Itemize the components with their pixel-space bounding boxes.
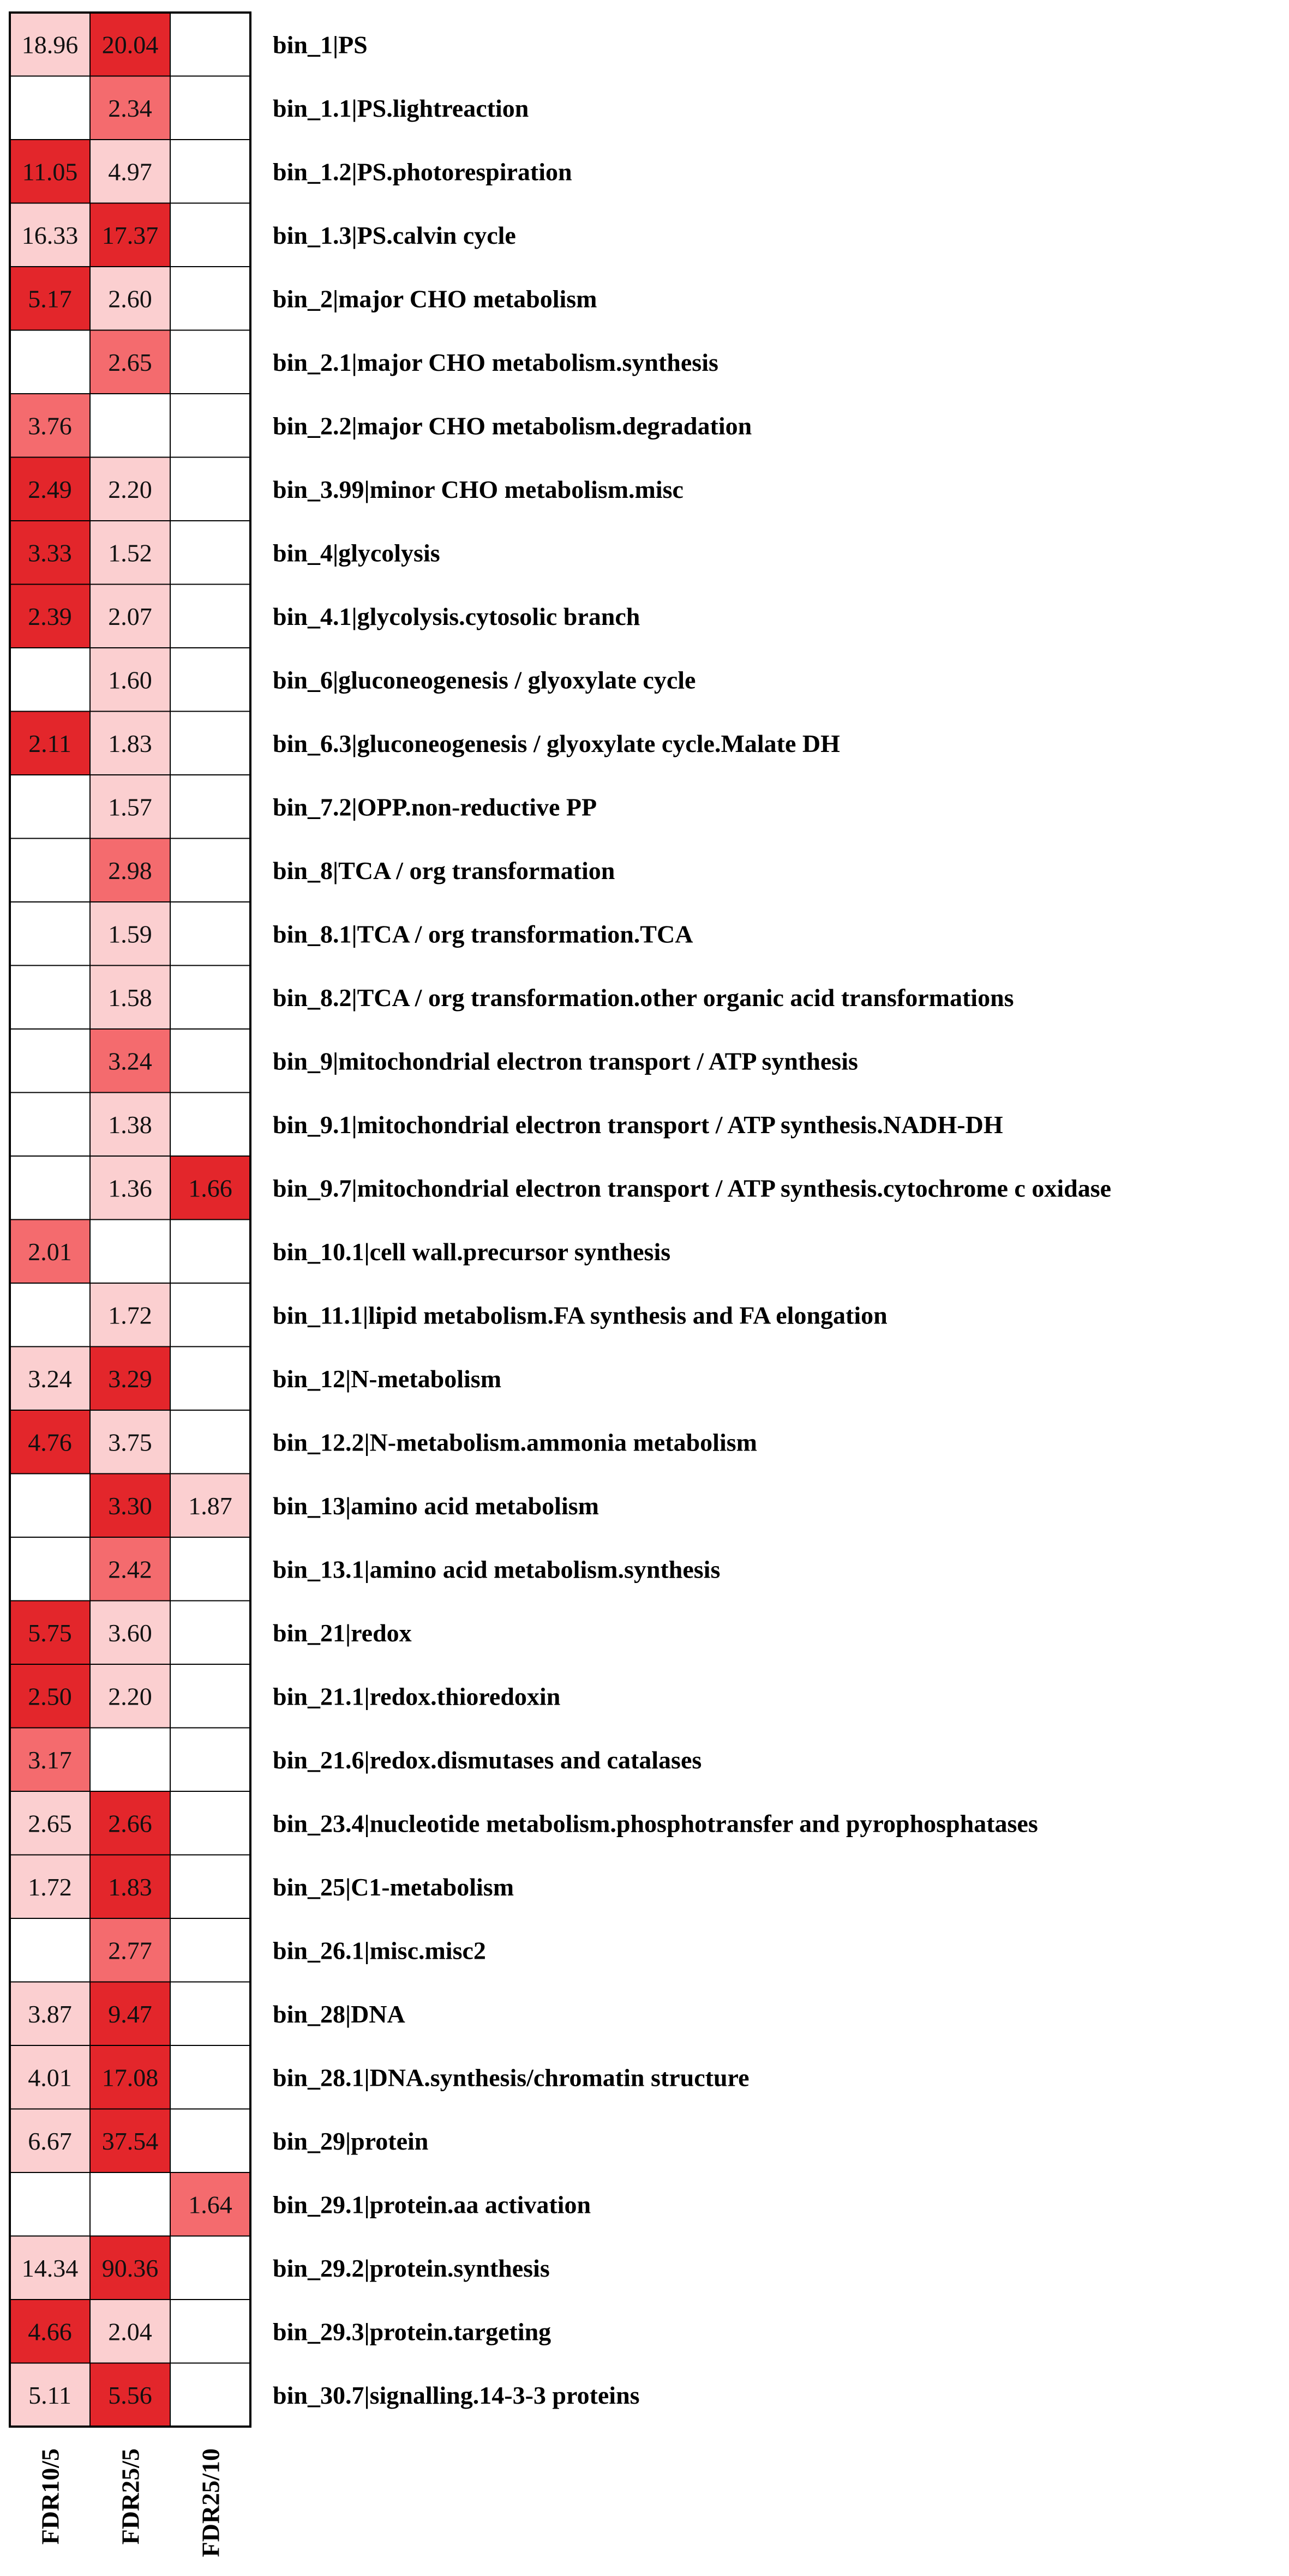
cell-value-label: 1.66 bbox=[188, 1174, 232, 1202]
row-label: bin_2.1|major CHO metabolism.synthesis bbox=[273, 348, 718, 376]
row-label: bin_25|C1-metabolism bbox=[273, 1873, 514, 1901]
heatmap-cell bbox=[170, 966, 250, 1030]
cell-value-label: 2.77 bbox=[108, 1936, 152, 1965]
heatmap-row bbox=[10, 585, 640, 648]
cell-value-label: 2.50 bbox=[28, 1682, 72, 1711]
heatmap-cell bbox=[170, 1220, 250, 1284]
cell-value-label: 17.37 bbox=[101, 221, 159, 249]
row-label: bin_28.1|DNA.synthesis/chromatin structure bbox=[273, 2063, 750, 2092]
cell-value-label: 18.96 bbox=[21, 31, 79, 59]
heatmap-cell bbox=[170, 330, 250, 394]
column-label: FDR25/5 bbox=[116, 2448, 145, 2545]
cell-value-label: 2.20 bbox=[108, 475, 152, 503]
row-label: bin_13.1|amino acid metabolism.synthesis bbox=[273, 1555, 721, 1584]
heatmap-row bbox=[10, 775, 597, 839]
row-label: bin_3.99|minor CHO metabolism.misc bbox=[273, 475, 684, 503]
row-label: bin_2.2|major CHO metabolism.degradation bbox=[273, 412, 752, 440]
row-label: bin_12.2|N-metabolism.ammonia metabolism bbox=[273, 1428, 757, 1456]
cell-value-label: 1.59 bbox=[108, 920, 152, 948]
cell-value-label: 2.49 bbox=[28, 475, 72, 503]
heatmap-cell bbox=[10, 1156, 90, 1220]
heatmap-cell bbox=[10, 1093, 90, 1157]
row-label: bin_6|gluconeogenesis / glyoxylate cycle bbox=[273, 666, 696, 694]
row-label: bin_21.6|redox.dismutases and catalases bbox=[273, 1746, 702, 1774]
cell-value-label: 3.76 bbox=[28, 412, 72, 440]
cell-value-label: 3.24 bbox=[28, 1364, 72, 1393]
row-label: bin_1.1|PS.lightreaction bbox=[273, 94, 529, 122]
heatmap-row bbox=[10, 394, 752, 458]
row-label: bin_8|TCA / org transformation bbox=[273, 856, 615, 884]
heatmap-cell bbox=[170, 1410, 250, 1474]
heatmap-cell bbox=[170, 839, 250, 902]
heatmap-row bbox=[10, 2172, 591, 2236]
heatmap-row bbox=[10, 13, 368, 76]
cell-value-label: 2.60 bbox=[108, 285, 152, 313]
row-label: bin_10.1|cell wall.precursor synthesis bbox=[273, 1237, 671, 1266]
heatmap-row bbox=[10, 1347, 501, 1411]
row-label: bin_1.2|PS.photorespiration bbox=[273, 158, 572, 186]
row-label: bin_11.1|lipid metabolism.FA synthesis and FA elongation bbox=[273, 1301, 888, 1329]
cell-value-label: 1.38 bbox=[108, 1110, 152, 1139]
heatmap-cell bbox=[170, 1855, 250, 1919]
heatmap-row bbox=[10, 203, 516, 267]
row-label: bin_4|glycolysis bbox=[273, 539, 440, 567]
cell-value-label: 5.75 bbox=[28, 1618, 72, 1647]
heatmap-row bbox=[10, 267, 597, 330]
heatmap-cell bbox=[170, 1029, 250, 1093]
cell-value-label: 5.11 bbox=[28, 2381, 71, 2409]
heatmap-row bbox=[10, 330, 718, 394]
heatmap-row bbox=[10, 1855, 514, 1919]
cell-value-label: 2.20 bbox=[108, 1682, 152, 1711]
heatmap-cell bbox=[170, 458, 250, 521]
cell-value-label: 2.98 bbox=[108, 856, 152, 884]
row-label: bin_29|protein bbox=[273, 2127, 429, 2155]
cell-value-label: 3.75 bbox=[108, 1428, 152, 1456]
heatmap-cell bbox=[90, 2172, 170, 2236]
heatmap-row bbox=[10, 76, 529, 140]
heatmap-cell bbox=[170, 1982, 250, 2046]
heatmap-row bbox=[10, 1283, 888, 1347]
cell-value-label: 2.07 bbox=[108, 602, 152, 630]
cell-value-label: 16.33 bbox=[21, 221, 79, 249]
cell-value-label: 4.66 bbox=[28, 2318, 72, 2346]
cell-value-label: 2.65 bbox=[28, 1809, 72, 1838]
heatmap-cell bbox=[10, 2172, 90, 2236]
cell-value-label: 2.01 bbox=[28, 1237, 72, 1266]
heatmap-row bbox=[10, 1728, 702, 1792]
heatmap-row bbox=[10, 1982, 405, 2046]
heatmap-cell bbox=[10, 76, 90, 140]
heatmap-cell bbox=[170, 712, 250, 775]
heatmap-cell bbox=[170, 1664, 250, 1728]
cell-value-label: 6.67 bbox=[28, 2127, 72, 2155]
column-label: FDR10/5 bbox=[36, 2448, 64, 2545]
row-label: bin_2|major CHO metabolism bbox=[273, 285, 597, 313]
heatmap-cell bbox=[170, 140, 250, 203]
heatmap-cell bbox=[10, 1918, 90, 1982]
heatmap-cell bbox=[170, 902, 250, 966]
heatmap-row bbox=[10, 458, 684, 521]
row-label: bin_12|N-metabolism bbox=[273, 1364, 502, 1393]
row-label: bin_29.2|protein.synthesis bbox=[273, 2254, 550, 2282]
cell-value-label: 2.11 bbox=[28, 729, 71, 757]
heatmap-cell bbox=[170, 775, 250, 839]
heatmap-row bbox=[10, 2300, 551, 2363]
row-label: bin_30.7|signalling.14-3-3 proteins bbox=[273, 2381, 640, 2409]
row-label: bin_13|amino acid metabolism bbox=[273, 1491, 599, 1520]
heatmap-cell bbox=[170, 648, 250, 712]
heatmap-row bbox=[10, 966, 1014, 1030]
cell-value-label: 2.66 bbox=[108, 1809, 152, 1838]
heatmap-row bbox=[10, 2363, 640, 2427]
heatmap-cell bbox=[170, 2300, 250, 2363]
cell-value-label: 1.72 bbox=[108, 1301, 152, 1329]
cell-value-label: 11.05 bbox=[22, 158, 78, 186]
heatmap-cell bbox=[10, 1537, 90, 1601]
row-label: bin_4.1|glycolysis.cytosolic branch bbox=[273, 602, 640, 630]
heatmap-row bbox=[10, 1220, 670, 1284]
row-label: bin_8.2|TCA / org transformation.other organic acid transformations bbox=[273, 983, 1014, 1012]
row-label: bin_26.1|misc.misc2 bbox=[273, 1936, 486, 1965]
cell-value-label: 2.42 bbox=[108, 1555, 152, 1584]
heatmap-row bbox=[10, 648, 696, 712]
row-label: bin_7.2|OPP.non-reductive PP bbox=[273, 793, 597, 821]
row-label: bin_21|redox bbox=[273, 1618, 412, 1647]
heatmap-row bbox=[10, 1664, 560, 1728]
column-label: FDR25/10 bbox=[196, 2448, 225, 2557]
heatmap-row bbox=[10, 1093, 1003, 1157]
row-label: bin_29.1|protein.aa activation bbox=[273, 2190, 591, 2219]
cell-value-label: 1.87 bbox=[188, 1491, 232, 1520]
cell-value-label: 1.52 bbox=[108, 539, 152, 567]
heatmap-row bbox=[10, 521, 440, 585]
heatmap-cell bbox=[170, 1283, 250, 1347]
heatmap-row bbox=[10, 1156, 1111, 1220]
heatmap-cell bbox=[10, 902, 90, 966]
cell-value-label: 1.36 bbox=[108, 1174, 152, 1202]
cell-value-label: 1.58 bbox=[108, 983, 152, 1012]
cell-value-label: 5.56 bbox=[108, 2381, 152, 2409]
row-label: bin_1.3|PS.calvin cycle bbox=[273, 221, 516, 249]
cell-value-label: 37.54 bbox=[101, 2127, 159, 2155]
cell-value-label: 3.29 bbox=[108, 1364, 152, 1393]
heatmap-row bbox=[10, 2109, 428, 2173]
heatmap-cell bbox=[170, 13, 250, 76]
cell-value-label: 1.83 bbox=[108, 729, 152, 757]
heatmap-cell bbox=[170, 1601, 250, 1665]
cell-value-label: 3.60 bbox=[108, 1618, 152, 1647]
heatmap-cell bbox=[10, 1474, 90, 1538]
cell-value-label: 3.87 bbox=[28, 2000, 72, 2028]
heatmap-cell bbox=[170, 2363, 250, 2427]
heatmap-row bbox=[10, 1410, 757, 1474]
cell-value-label: 1.60 bbox=[108, 666, 152, 694]
cell-value-label: 1.64 bbox=[188, 2190, 232, 2219]
cell-value-label: 14.34 bbox=[21, 2254, 79, 2282]
heatmap-row bbox=[10, 2045, 750, 2109]
cell-value-label: 17.08 bbox=[101, 2063, 159, 2092]
heatmap-row bbox=[10, 1537, 720, 1601]
heatmap-row bbox=[10, 1474, 599, 1538]
cell-value-label: 3.24 bbox=[108, 1047, 152, 1075]
cell-value-label: 1.83 bbox=[108, 1873, 152, 1901]
heatmap-row bbox=[10, 2236, 550, 2300]
heatmap-row bbox=[10, 1029, 858, 1093]
heatmap-row bbox=[10, 839, 615, 902]
cell-value-label: 3.30 bbox=[108, 1491, 152, 1520]
heatmap-cell bbox=[10, 330, 90, 394]
heatmap-cell bbox=[170, 1918, 250, 1982]
cell-value-label: 4.76 bbox=[28, 1428, 72, 1456]
heatmap-cell bbox=[170, 394, 250, 458]
cell-value-label: 2.39 bbox=[28, 602, 72, 630]
row-label: bin_28|DNA bbox=[273, 2000, 405, 2028]
heatmap-cell bbox=[170, 585, 250, 648]
row-label: bin_9|mitochondrial electron transport / ATP synthesis bbox=[273, 1047, 858, 1075]
cell-value-label: 3.17 bbox=[28, 1746, 72, 1774]
heatmap-cell bbox=[90, 1220, 170, 1284]
heatmap-cell bbox=[170, 521, 250, 585]
cell-value-label: 4.97 bbox=[108, 158, 152, 186]
heatmap-cell bbox=[170, 2109, 250, 2173]
heatmap-cell bbox=[170, 1728, 250, 1792]
heatmap-cell bbox=[10, 966, 90, 1030]
heatmap-cell bbox=[170, 1791, 250, 1855]
heatmap-cell bbox=[10, 1283, 90, 1347]
heatmap-cell bbox=[10, 839, 90, 902]
cell-value-label: 1.72 bbox=[28, 1873, 72, 1901]
row-label: bin_9.7|mitochondrial electron transport / ATP synthesis.cytochrome c oxidase bbox=[273, 1174, 1112, 1202]
row-label: bin_29.3|protein.targeting bbox=[273, 2318, 551, 2346]
cell-value-label: 2.04 bbox=[108, 2318, 152, 2346]
heatmap-row bbox=[10, 902, 693, 966]
cell-value-label: 9.47 bbox=[108, 2000, 152, 2028]
row-label: bin_8.1|TCA / org transformation.TCA bbox=[273, 920, 693, 948]
heatmap-cell bbox=[90, 1728, 170, 1792]
heatmap-cell bbox=[170, 1093, 250, 1157]
heatmap-cell bbox=[170, 1347, 250, 1411]
cell-value-label: 1.57 bbox=[108, 793, 152, 821]
heatmap-row bbox=[10, 1791, 1038, 1855]
heatmap-cell bbox=[90, 394, 170, 458]
heatmap-row bbox=[10, 1601, 412, 1665]
cell-value-label: 4.01 bbox=[28, 2063, 72, 2092]
cell-value-label: 90.36 bbox=[101, 2254, 159, 2282]
row-label: bin_6.3|gluconeogenesis / glyoxylate cycle.Malate DH bbox=[273, 729, 840, 757]
row-label: bin_23.4|nucleotide metabolism.phosphotransfer and pyrophosphatases bbox=[273, 1809, 1038, 1838]
cell-value-label: 2.65 bbox=[108, 348, 152, 376]
heatmap-row bbox=[10, 712, 840, 775]
cell-value-label: 2.34 bbox=[108, 94, 152, 122]
cell-value-label: 20.04 bbox=[101, 31, 159, 59]
heatmap-cell bbox=[170, 1537, 250, 1601]
cell-value-label: 3.33 bbox=[28, 539, 72, 567]
heatmap-cell bbox=[10, 648, 90, 712]
heatmap-cell bbox=[170, 2236, 250, 2300]
row-label: bin_9.1|mitochondrial electron transport / ATP synthesis.NADH-DH bbox=[273, 1110, 1003, 1139]
heatmap-cell bbox=[10, 775, 90, 839]
heatmap-cell bbox=[170, 76, 250, 140]
heatmap-row bbox=[10, 1918, 486, 1982]
row-label: bin_1|PS bbox=[273, 31, 368, 59]
heatmap-cell bbox=[170, 2045, 250, 2109]
heatmap-cell bbox=[10, 1029, 90, 1093]
heatmap-row bbox=[10, 140, 572, 203]
heatmap-cell bbox=[170, 203, 250, 267]
heatmap-cell bbox=[170, 267, 250, 330]
row-label: bin_21.1|redox.thioredoxin bbox=[273, 1682, 561, 1711]
cell-value-label: 5.17 bbox=[28, 285, 72, 313]
